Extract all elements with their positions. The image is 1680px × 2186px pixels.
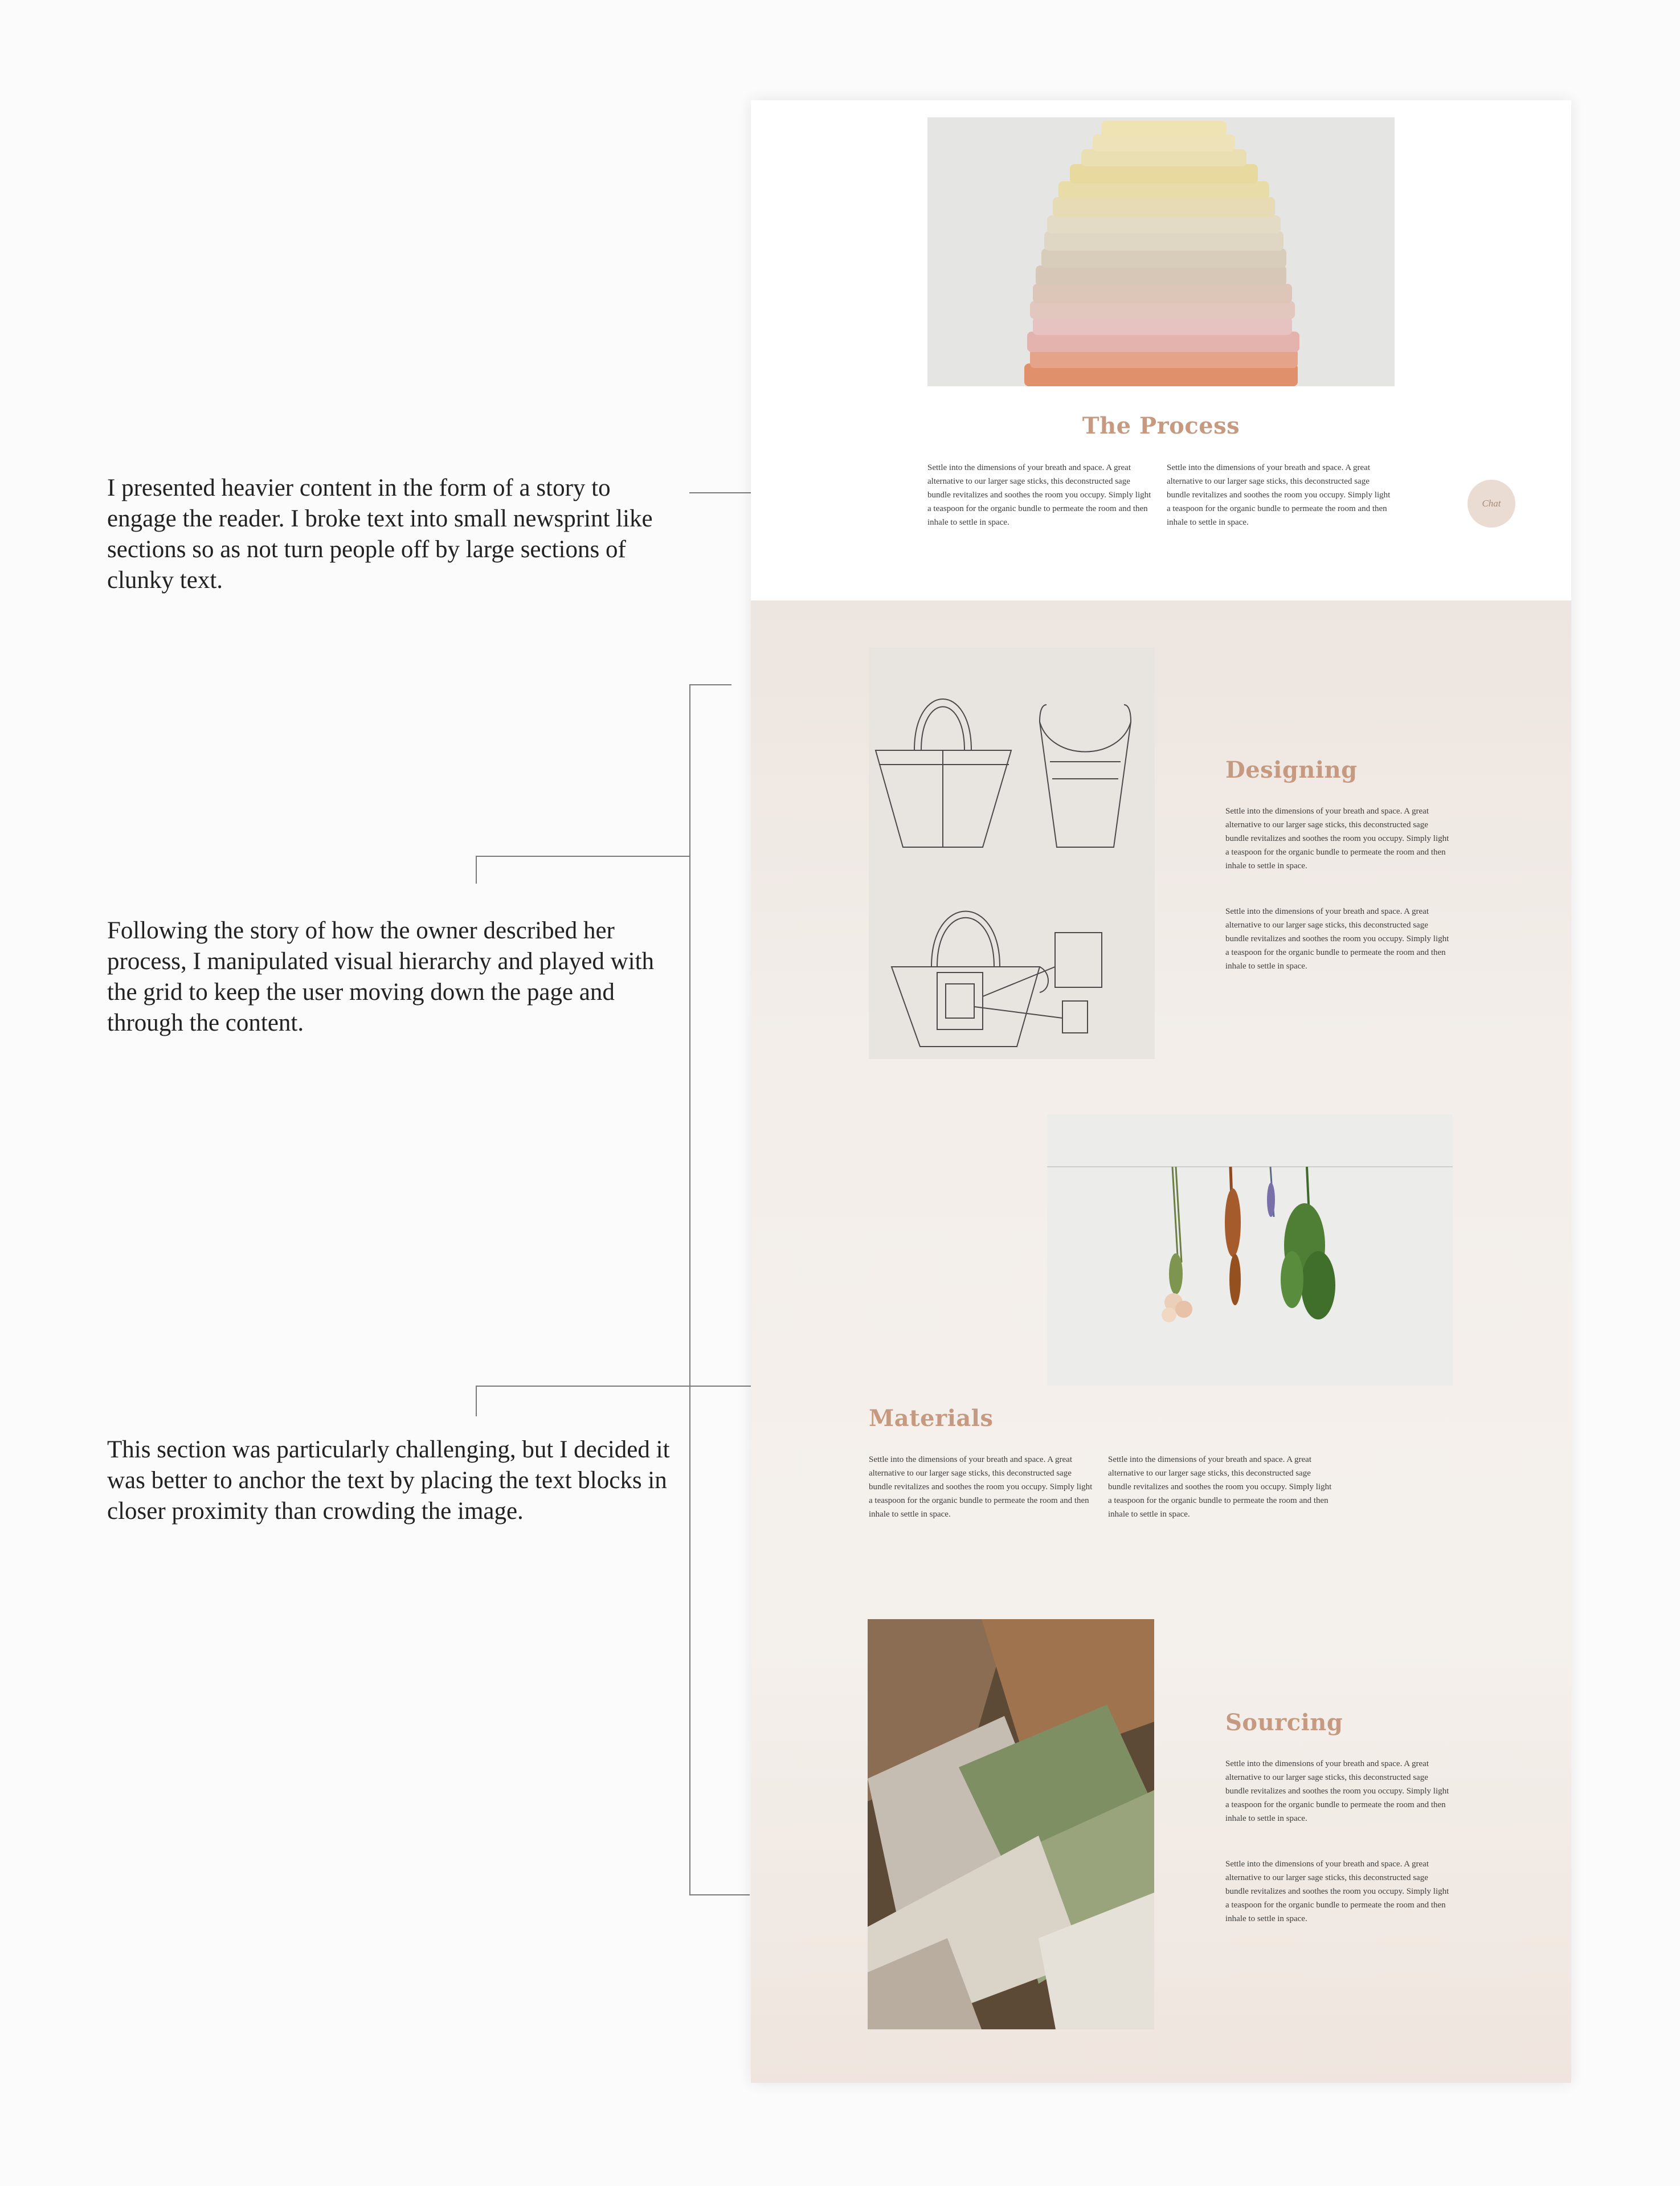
annotation-hierarchy: Following the story of how the owner described her process, I manipulated visual hierarchy and played with the grid to keep the user moving down the page and through the content. [107,917,655,1036]
designing-paragraph-1: Settle into the dimensions of your breath and space. A great alternative to our larger sage sticks, this deconstructed sage bundle revitalizes and soothes the room you occupy. Simply light a teaspoon for the organic bundle to permeate the room and then inhale to settle in space. [1225,807,1449,871]
fabric-stack-illustration [927,117,1395,386]
connector-bracket-bottom [689,1894,750,1895]
annotation-story: I presented heavier content in the form of a story to engage the reader. I broke text into small newsprint like sections so as not turn people off by large sections of clunky text. [107,475,653,594]
drying-herbs-photo [1047,1114,1453,1386]
website-mockup [751,100,1571,2083]
tote-sketch-image [869,648,1155,1059]
process-title: The Process [1082,412,1240,439]
chat-button[interactable]: Chat [1468,480,1515,528]
materials-paragraph-1: Settle into the dimensions of your breath and space. A great alternative to our larger sage sticks, this deconstructed sage bundle revitalizes and soothes the room you occupy. Simply light a teaspoon for the organic bundle to permeate the room and then inhale to settle in space. [869,1455,1093,1519]
process-section [751,100,1571,600]
process-paragraph-1: Settle into the dimensions of your breath and space. A great alternative to our larger sage sticks, this deconstructed sage bundle revitalizes and soothes the room you occupy. Simply light a teaspoon for the organic bundle to permeate the room and then inhale to settle in space. [927,463,1151,527]
connector-proximity-tick [476,1386,477,1416]
linens-illustration [868,1619,1154,2029]
sourcing-paragraph-1: Settle into the dimensions of your breath and space. A great alternative to our larger sage sticks, this deconstructed sage bundle revitalizes and soothes the room you occupy. Simply light a teaspoon for the organic bundle to permeate the room and then inhale to settle in space. [1225,1759,1449,1823]
connector-hierarchy-horizontal [476,856,690,857]
materials-title: Materials [869,1405,994,1432]
tote-sketch-illustration [869,648,1155,1059]
connector-bracket-vertical [689,684,690,1895]
herbs-illustration [1047,1114,1453,1386]
designing-title: Designing [1225,757,1358,783]
fabric-stack-photo [927,117,1395,386]
folded-linens-photo [868,1619,1154,2029]
sourcing-paragraph-2: Settle into the dimensions of your breath and space. A great alternative to our larger sage sticks, this deconstructed sage bundle revitalizes and soothes the room you occupy. Simply light a teaspoon for the organic bundle to permeate the room and then inhale to settle in space. [1225,1860,1449,1923]
annotation-proximity: This section was particularly challenging, but I decided it was better to anchor the text by placing the text blocks in closer proximity than crowding the image. [107,1436,670,1525]
materials-paragraph-2: Settle into the dimensions of your breath and space. A great alternative to our larger sage sticks, this deconstructed sage bundle revitalizes and soothes the room you occupy. Simply light a teaspoon for the organic bundle to permeate the room and then inhale to settle in space. [1108,1455,1332,1519]
process-paragraph-2: Settle into the dimensions of your breath and space. A great alternative to our larger sage sticks, this deconstructed sage bundle revitalizes and soothes the room you occupy. Simply light a teaspoon for the organic bundle to permeate the room and then inhale to settle in space. [1167,463,1391,527]
sourcing-title: Sourcing [1225,1709,1343,1736]
designing-paragraph-2: Settle into the dimensions of your breath and space. A great alternative to our larger sage sticks, this deconstructed sage bundle revitalizes and soothes the room you occupy. Simply light a teaspoon for the organic bundle to permeate the room and then inhale to settle in space. [1225,907,1449,971]
connector-bracket-top [689,684,731,685]
connector-hierarchy-tick [476,856,477,884]
